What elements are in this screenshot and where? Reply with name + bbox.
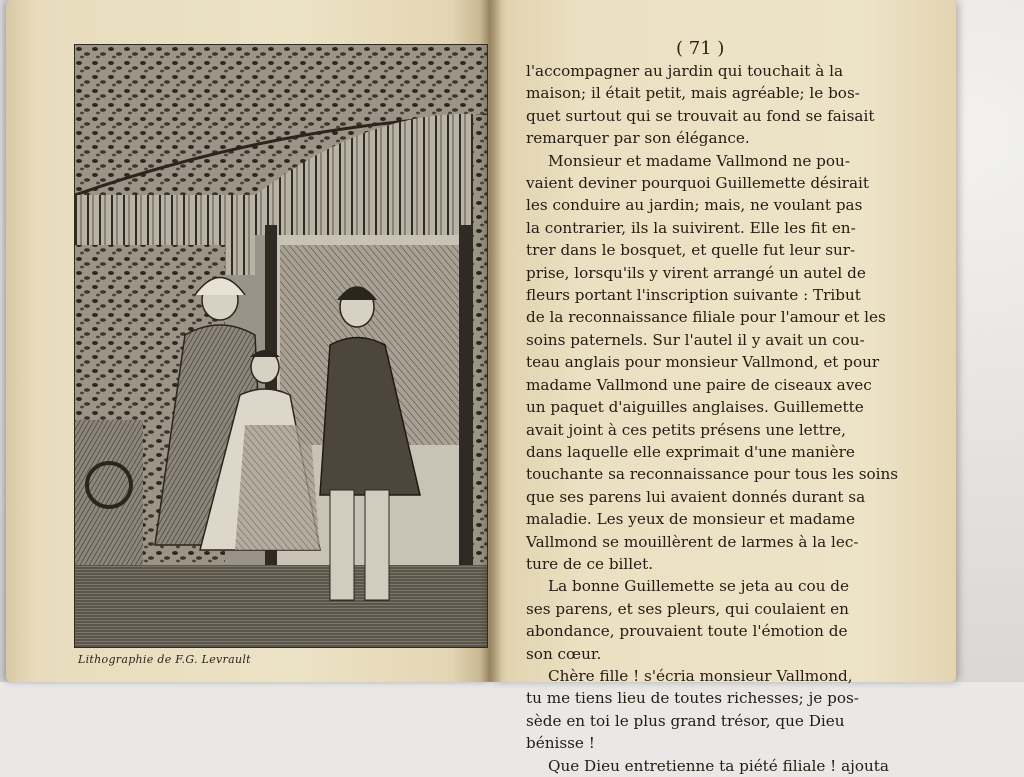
text-line: un paquet d'aiguilles anglaises. Guillemette [526, 398, 864, 417]
text-line: tu me tiens lieu de toutes richesses; je pos- [526, 689, 859, 708]
text-line: de la reconnaissance filiale pour l'amour et les [526, 308, 886, 327]
text-line: La bonne Guillemette se jeta au cou de [548, 577, 850, 596]
book-gutter [480, 0, 502, 682]
page-text [526, 60, 899, 777]
text-line: teau anglais pour monsieur Vallmond, et pour [526, 353, 880, 372]
text-line: trer dans le bosquet, et quelle fut leur sur- [526, 241, 856, 260]
text-line: avait joint à ces petits présens une lettre, [526, 420, 846, 439]
page-number: ( 71 ) [676, 38, 725, 59]
text-line: abondance, prouvaient toute l'émotion de [526, 622, 848, 641]
text-line: Monsieur et madame Vallmond ne pou- [548, 151, 850, 170]
text-line: Que Dieu entretienne ta piété filiale ! ajouta [548, 756, 889, 775]
text-line: maison; il était petit, mais agréable; le bos- [526, 84, 860, 103]
left-page [6, 0, 490, 682]
engraving-drawing [75, 45, 487, 647]
text-line: les conduire au jardin; mais, ne voulant pas [526, 196, 863, 215]
text-line: fleurs portant l'inscription suivante : Tribut [526, 286, 861, 305]
text-line: bénisse ! [526, 734, 595, 753]
text-line: que ses parens lui avaient donnés durant sa [526, 487, 866, 506]
engraving-caption: Lithographie de F.G. Levrault [78, 653, 251, 666]
text-line: quet surtout qui se trouvait au fond se faisait [526, 106, 875, 125]
engraving-illustration [74, 44, 488, 648]
text-line: l'accompagner au jardin qui touchait à la [526, 62, 844, 80]
text-line: prise, lorsqu'ils y virent arrangé un autel de [526, 263, 866, 282]
text-line: maladie. Les yeux de monsieur et madame [526, 510, 855, 529]
text-line: Chère fille ! s'écria monsieur Vallmond, [548, 666, 853, 685]
text-line: ture de ce billet. [526, 554, 654, 573]
text-line: touchante sa reconnaissance pour tous les soins [526, 465, 899, 484]
text-line: vaient deviner pourquoi Guillemette désirait [526, 174, 869, 193]
text-line: dans laquelle elle exprimait d'une manière [526, 442, 855, 461]
text-line: soins paternels. Sur l'autel il y avait un cou- [526, 330, 865, 349]
open-book [6, 0, 956, 775]
text-line: ses parens, et ses pleurs, qui coulaient en [526, 599, 849, 618]
text-line: sède en toi le plus grand trésor, que Dieu [526, 711, 845, 730]
text-line: madame Vallmond une paire de ciseaux avec [526, 375, 872, 394]
text-line: Vallmond se mouillèrent de larmes à la lec- [526, 532, 859, 551]
text-line: la contrarier, ils la suivirent. Elle les fit en- [526, 218, 856, 237]
text-line: son cœur. [526, 644, 602, 663]
text-line: remarquer par son élégance. [526, 129, 750, 148]
